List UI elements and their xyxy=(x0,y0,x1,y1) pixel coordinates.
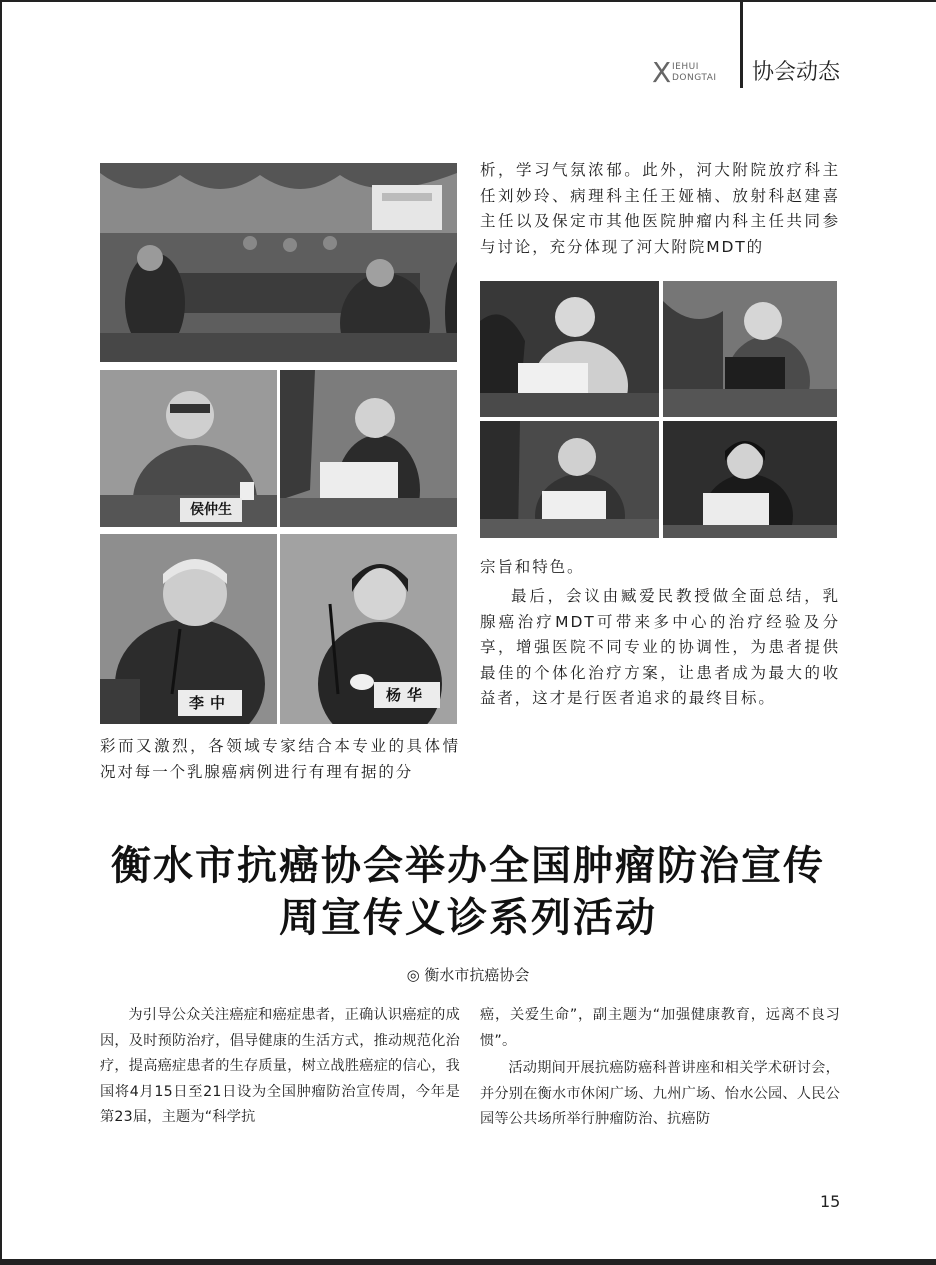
header-divider xyxy=(740,0,743,88)
photo-podium-female-2 xyxy=(663,421,837,538)
photo-speaker-yang xyxy=(280,534,457,724)
photo-speaker-hou xyxy=(100,370,277,527)
section-title: 协会动态 xyxy=(752,60,841,85)
header-letter-x: X xyxy=(652,56,672,89)
page-border-top xyxy=(0,0,936,2)
article-title xyxy=(60,840,876,944)
nameplate-yang: 杨华 xyxy=(374,682,440,708)
article-right-paragraph-2: 活动期间开展抗癌防癌科普讲座和相关学术研讨会，并分别在衡水市休闲广场、九州广场、怡水公园、人民公园等公共场所举行肿瘤防治、抗癌防 xyxy=(480,1060,840,1128)
page-number: 15 xyxy=(820,1192,841,1211)
photo-speaker-li xyxy=(100,534,277,724)
article-title-line1: 衡水市抗癌协会举办全国肿瘤防治宣传 xyxy=(111,842,825,889)
header-latin-line1: IEHUI xyxy=(672,62,699,72)
photo-podium-male-1 xyxy=(480,281,659,417)
prev-article-right-paragraph-mid: 宗旨和特色。 xyxy=(480,558,585,576)
photo-podium-male-3 xyxy=(480,421,659,538)
prev-article-right-paragraph-top: 析，学习气氛浓郁。此外，河大附院放疗科主任刘妙玲、病理科主任王娅楠、放射科赵建喜主任以及保定市其他医院肿瘤内科主任共同参与讨论，充分体现了河大附院MDT的 xyxy=(480,161,840,256)
photo-podium-male-2 xyxy=(663,281,837,417)
photo-speaker-female-1 xyxy=(280,370,457,527)
header-latin-line2: DONGTAI xyxy=(672,73,717,83)
section-header-latin xyxy=(652,58,734,88)
page-border-left xyxy=(0,0,2,1265)
article-left-paragraph: 为引导公众关注癌症和癌症患者，正确认识癌症的成因，及时预防治疗，倡导健康的生活方式，推动规范化治疗，提高癌症患者的生存质量，树立战胜癌症的信心，我国将4月15日至21日设为全国肿瘤防治宣传周，今年是第23届，主题为“科学抗 xyxy=(100,1007,460,1126)
article-byline: ◎ 衡水市抗癌协会 xyxy=(406,966,530,984)
photo-meeting-room xyxy=(100,163,457,362)
page-border-bottom xyxy=(0,1259,936,1265)
nameplate-li: 李中 xyxy=(178,690,242,716)
prev-article-left-paragraph: 彩而又激烈，各领域专家结合本专业的具体情况对每一个乳腺癌病例进行有理有据的分 xyxy=(100,737,460,781)
prev-article-closing-paragraph: 最后，会议由臧爱民教授做全面总结，乳腺癌治疗MDT可带来多中心的治疗经验及分享，增强医院不同专业的协调性，为患者提供最佳的个体化治疗方案，让患者成为最大的收益者，这才是行医者追求的最终目标。 xyxy=(480,587,840,707)
article-title-line2: 周宣传义诊系列活动 xyxy=(279,894,657,941)
article-right-paragraph-1: 癌，关爱生命”，副主题为“加强健康教育，远离不良习惯”。 xyxy=(480,1007,840,1049)
nameplate-hou: 侯仲生 xyxy=(180,498,242,522)
